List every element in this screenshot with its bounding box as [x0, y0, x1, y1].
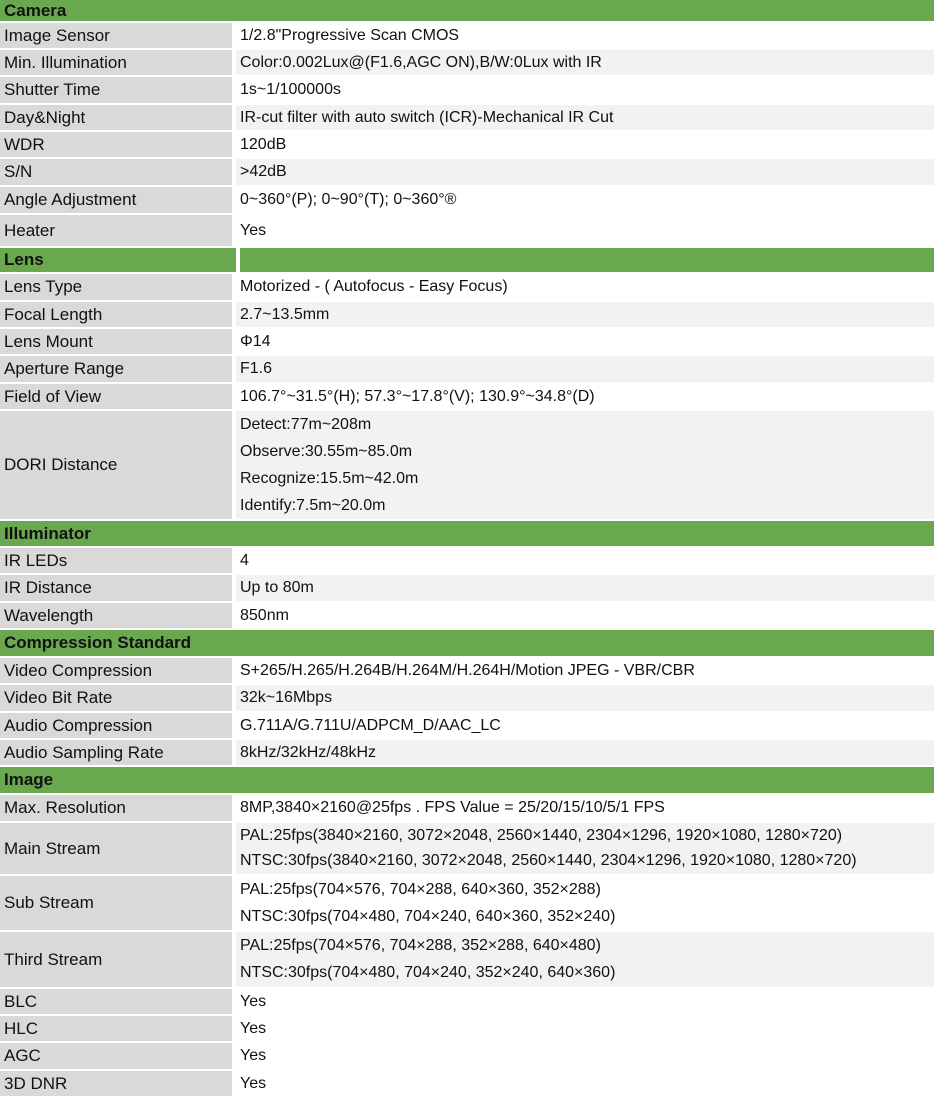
- spec-row-third-stream: [0, 932, 934, 989]
- spec-row: [0, 50, 934, 77]
- spec-value: PAL:25fps(704×576, 704×288, 640×360, 352×288) NTSC:30fps(704×480, 704×240, 640×360, 352×240): [240, 880, 616, 925]
- spec-value: 1/2.8"Progressive Scan CMOS: [240, 26, 460, 44]
- spec-value: Φ14: [240, 332, 271, 350]
- section-title: Compression Standard: [4, 633, 192, 652]
- spec-row-main-stream: [0, 823, 934, 876]
- spec-value: 2.7~13.5mm: [236, 302, 934, 327]
- spec-label: Lens Mount: [0, 329, 232, 354]
- spec-row: [0, 575, 934, 603]
- spec-row: [0, 989, 934, 1016]
- section-lens: [0, 248, 934, 274]
- spec-label: Wavelength: [0, 603, 232, 628]
- spec-value: S+265/H.265/H.264B/H.264M/H.264H/Motion JPEG - VBR/CBR: [240, 661, 695, 679]
- spec-value: PAL:25fps(3840×2160, 3072×2048, 2560×1440, 2304×1296, 1920×1080, 1280×720) NTSC:30fps(3840×2160, 3072×2048, 2560×1440, 2304×1296, 1920×1080, 1280×720): [236, 823, 934, 874]
- spec-value: F1.6: [236, 356, 934, 382]
- spec-label: Lens Type: [0, 274, 232, 300]
- spec-label: Angle Adjustment: [0, 187, 232, 213]
- spec-label: Heater: [0, 215, 232, 246]
- spec-row: [0, 1016, 934, 1043]
- spec-label: IR Distance: [0, 575, 232, 601]
- section-title: Lens: [4, 250, 44, 269]
- section-title: Illuminator: [4, 523, 91, 543]
- spec-value: Yes: [240, 1047, 267, 1064]
- spec-value: Yes: [240, 1019, 267, 1037]
- spec-value: Yes: [240, 221, 267, 239]
- spec-value: IR-cut filter with auto switch (ICR)-Mechanical IR Cut: [236, 105, 934, 130]
- spec-row: [0, 159, 934, 187]
- spec-row: [0, 685, 934, 713]
- spec-value: Color:0.002Lux@(F1.6,AGC ON),B/W:0Lux with IR: [236, 50, 934, 75]
- section-camera: [0, 0, 934, 23]
- spec-row: [0, 740, 934, 767]
- spec-value: 1s~1/100000s: [240, 81, 341, 98]
- spec-row: [0, 77, 934, 105]
- spec-label: Third Stream: [0, 932, 232, 987]
- spec-row: [0, 384, 934, 411]
- spec-row: [0, 329, 934, 356]
- spec-label: Video Bit Rate: [0, 685, 232, 711]
- spec-row: [0, 132, 934, 159]
- spec-label: AGC: [0, 1043, 232, 1069]
- section-title: Image: [4, 770, 54, 789]
- spec-row: [0, 603, 934, 630]
- spec-row: [0, 215, 934, 248]
- spec-value: 8kHz/32kHz/48kHz: [236, 740, 934, 765]
- section-title: Camera: [4, 0, 67, 20]
- spec-row: [0, 356, 934, 384]
- spec-label: Day&Night: [0, 105, 232, 130]
- spec-value: 8MP,3840×2160@25fps . FPS Value = 25/20/15/10/5/1 FPS: [240, 799, 665, 816]
- section-image: [0, 767, 934, 795]
- spec-row: [0, 302, 934, 329]
- spec-label: Audio Compression: [0, 713, 232, 738]
- spec-row: [0, 658, 934, 685]
- section-illuminator: [0, 521, 934, 548]
- spec-row: [0, 23, 934, 50]
- spec-row: [0, 1043, 934, 1071]
- spec-value: Motorized - ( Autofocus - Easy Focus): [240, 278, 508, 295]
- spec-value: PAL:25fps(704×576, 704×288, 352×288, 640×480) NTSC:30fps(704×480, 704×240, 352×240, 640×360): [236, 932, 934, 987]
- spec-value: 32k~16Mbps: [236, 685, 934, 711]
- spec-value: G.711A/G.711U/ADPCM_D/AAC_LC: [240, 716, 501, 734]
- spec-label: Video Compression: [0, 658, 232, 683]
- spec-label: Focal Length: [0, 302, 232, 327]
- spec-label: S/N: [0, 159, 232, 185]
- spec-value: 4: [240, 551, 249, 569]
- spec-label: Shutter Time: [0, 77, 232, 103]
- spec-row-dori: [0, 411, 934, 521]
- spec-row: [0, 105, 934, 132]
- spec-row: [0, 795, 934, 823]
- spec-value: 850nm: [240, 606, 289, 624]
- spec-value: 120dB: [240, 135, 287, 153]
- spec-label: Audio Sampling Rate: [0, 740, 232, 765]
- spec-value: 0~360°(P); 0~90°(T); 0~360°®: [240, 191, 457, 208]
- spec-label: Field of View: [0, 384, 232, 409]
- spec-label: Max. Resolution: [0, 795, 232, 821]
- spec-value: Yes: [240, 1074, 267, 1092]
- spec-label: Main Stream: [0, 823, 232, 874]
- spec-label: WDR: [0, 132, 232, 157]
- spec-value: >42dB: [236, 159, 934, 185]
- spec-label: Sub Stream: [0, 876, 232, 930]
- spec-value: Up to 80m: [236, 575, 934, 601]
- spec-label: IR LEDs: [0, 548, 232, 573]
- spec-label: BLC: [0, 989, 232, 1014]
- spec-value: Yes: [240, 992, 267, 1010]
- spec-value: Detect:77m~208m Observe:30.55m~85.0m Recognize:15.5m~42.0m Identify:7.5m~20.0m: [236, 411, 934, 519]
- spec-label: 3D DNR: [0, 1071, 232, 1096]
- spec-label: Image Sensor: [0, 23, 232, 48]
- spec-value: 106.7°~31.5°(H); 57.3°~17.8°(V); 130.9°~34.8°(D): [240, 387, 595, 405]
- section-compression: [0, 630, 934, 658]
- spec-label: HLC: [0, 1016, 232, 1041]
- spec-label: DORI Distance: [0, 411, 232, 519]
- spec-row-sub-stream: [0, 876, 934, 932]
- spec-row: [0, 713, 934, 740]
- spec-row: [0, 187, 934, 215]
- spec-label: Min. Illumination: [0, 50, 232, 75]
- spec-label: Aperture Range: [0, 356, 232, 382]
- spec-row: [0, 548, 934, 575]
- spec-row: [0, 274, 934, 302]
- spec-row: [0, 1071, 934, 1098]
